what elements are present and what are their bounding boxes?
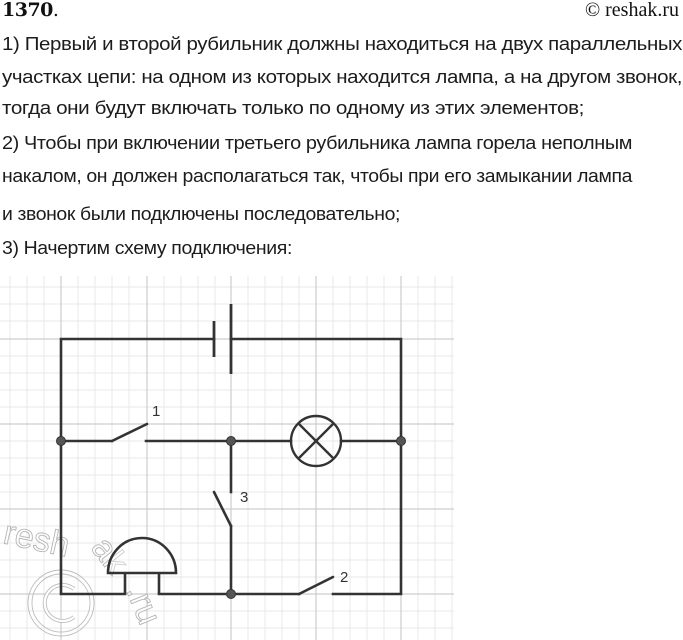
solution-line-4: 2) Чтобы при включении третьего рубильника лампа горела неполным [2, 132, 633, 153]
circuit-diagram [0, 270, 470, 640]
switch-3-label: 3 [240, 489, 249, 506]
switch-2 [299, 569, 348, 594]
problem-number [2, 0, 58, 21]
junction-node [57, 437, 66, 446]
solution-line-3: тогда они будут включать только по одному из этих элементов; [2, 97, 585, 118]
copyright-notice: © reshak.ru [584, 0, 679, 21]
solution-line-6: и звонок были подключены последовательно; [2, 203, 401, 224]
junction-node [397, 437, 406, 446]
solution-line-1: 1) Первый и второй рубильник должны находиться на двух параллельных [2, 33, 682, 54]
svg-text:ak: ak [83, 529, 136, 582]
switch-1 [112, 403, 160, 441]
switch-2-label: 2 [340, 569, 349, 586]
solution-line-7: 3) Начертим схему подключения: [2, 237, 293, 258]
solution-line-2: участках цепи: на одном из которых находится лампа, а на другом звонок, [2, 66, 682, 87]
problem-number-suffix: . [52, 0, 59, 21]
switch-1-label: 1 [152, 403, 161, 420]
junction-node [227, 437, 236, 446]
watermark-text: resh [0, 513, 73, 565]
problem-number-value: 1370 [2, 0, 53, 21]
watermark [0, 514, 168, 636]
svg-text:.ru: .ru [118, 578, 169, 630]
junction-node [227, 590, 236, 599]
solution-line-5: накалом, он должен располагаться так, чтобы при его замыкании лампа [2, 165, 633, 186]
